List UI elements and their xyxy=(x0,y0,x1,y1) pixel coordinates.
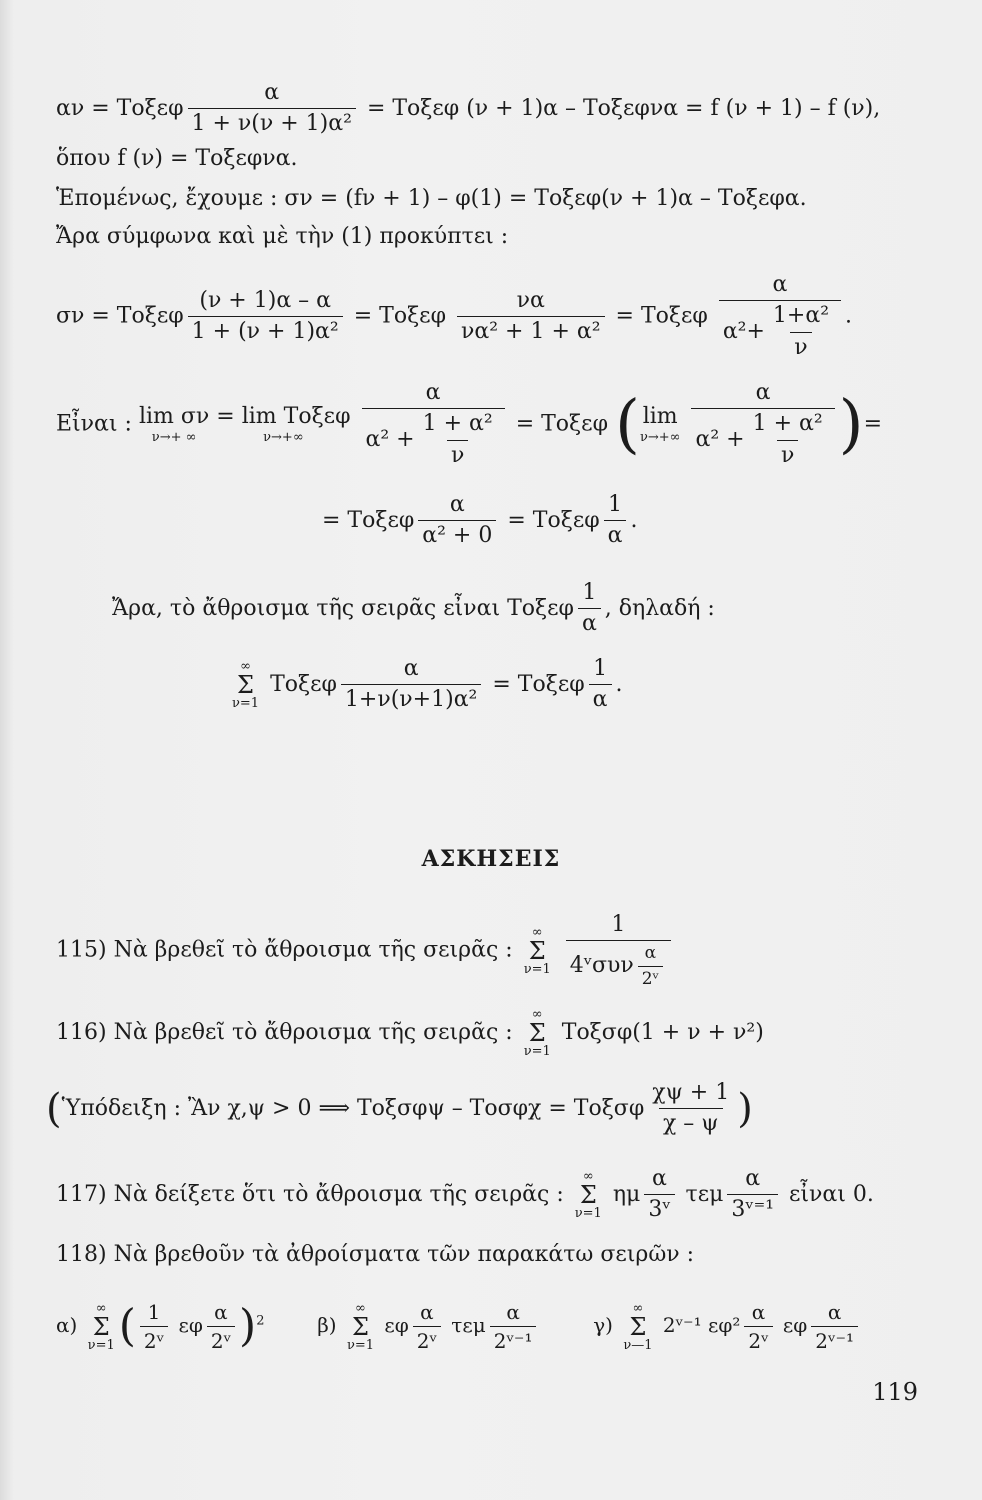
text-line: ὅπου f (ν) = Τοξεφνα. xyxy=(56,146,298,171)
exercise-118-parts: α) ∞ Σ ν=1 ( $\frac{1}{\text{2ᵛ}}$ εφ $\frac{\alpha}{\text{2ᵛ}}$ )$^2$ β) ∞ Σ ν=1 εφ $\frac{\alpha}{\text{2ᵛ}}$ τεμ $\frac{\alpha}{\text{2ᵛ⁻¹}}$ γ) ∞ Σ ν—1 2ᵛ⁻¹ εφ² $\frac{\alpha}{\text{2ᵛ}}$ εφ $\frac{\alpha}{\text{2ᵛ⁻¹}}$ xyxy=(56,1300,862,1353)
fraction: $\frac{\nu\alpha}{\text{να² + 1 + α²}}$ xyxy=(457,288,605,346)
sum-operator: ∞ Σ ν=1 xyxy=(574,1168,602,1221)
sum-operator: ∞ Σ ν=1 xyxy=(523,1007,551,1059)
formula-alpha-n xyxy=(56,80,880,138)
sum-operator: ∞ Σ ν=1 xyxy=(87,1300,115,1353)
page-number: 119 xyxy=(872,1378,918,1406)
exercise-116: 116) Νὰ βρεθεῖ τὸ ἄθροισμα τῆς σειρᾶς : ∞ Σ ν=1 Τοξσφ(1 + ν + ν²) xyxy=(56,1007,764,1059)
sum-operator: ∞ Σ ν=1 xyxy=(232,658,260,711)
exercise-118: 118) Νὰ βρεθοῦν τὰ ἀθροίσματα τῶν παρακάτω σειρῶν : xyxy=(56,1242,695,1267)
sum-operator: ∞ Σ ν=1 xyxy=(523,924,551,977)
formula-lhs: αν = Τοξεφ xyxy=(56,95,184,121)
fraction: $\frac{\alpha}{\text{1 + ν(ν + 1)α²}}$ xyxy=(188,80,356,138)
formula-limit-result: = Τοξεφ $\frac{\alpha}{\text{α² + 0}}$ = Τοξεφ $\frac{1}{\alpha}$ . xyxy=(322,492,638,549)
formula-rhs: = Τοξεφ (ν + 1)α – Τοξεφνα = f (ν + 1) – f (ν), xyxy=(366,95,881,121)
formula-sigma-n: σν = Τοξεφ $\frac{(\nu + 1)\alpha - \alpha}{\text{1 + (ν + 1)α²}}$ = Τοξεφ $\frac{\nu\alpha}{\text{να² + 1 + α²}}$ = Τοξεφ α α²+ $\frac{\text{1+α²}}{\nu}$ . xyxy=(56,272,853,360)
sum-operator: ∞ Σ ν—1 xyxy=(623,1300,653,1353)
fraction: $\frac{(\nu + 1)\alpha - \alpha}{\text{1 + (ν + 1)α²}}$ xyxy=(188,288,343,346)
conclusion-text: Ἄρα, τὸ ἄθροισμα τῆς σειρᾶς εἶναι Τοξεφ $\frac{1}{\alpha}$ , δηλαδή : xyxy=(112,580,715,637)
sum-operator: ∞ Σ ν=1 xyxy=(346,1300,375,1353)
nested-fraction: α α² + $\frac{\text{1 + α²}}{\nu}$ xyxy=(362,380,505,469)
hint: (Ὑπόδειξη : Ἂν χ,ψ > 0 ⟹ Τοξσφψ – Τοσφχ = Τοξσφ $\frac{\chi\psi + 1}{\chi - \psi}$ ) xyxy=(46,1080,753,1137)
formula-sum-result: ∞ Σ ν=1 Τοξεφ $\frac{\alpha}{\text{1+ν(ν+1)α²}}$ = Τοξεφ $\frac{1}{\alpha}$ . xyxy=(232,656,623,713)
exercise-115: 115) Νὰ βρεθεῖ τὸ ἄθροισμα τῆς σειρᾶς : ∞ Σ ν=1 1 4ᵛσυν $\frac{\alpha}{\text{2ᵛ}}$ xyxy=(56,912,675,989)
nested-fraction: α α²+ $\frac{\text{1+α²}}{\nu}$ xyxy=(719,272,841,361)
nested-fraction: α α² + $\frac{\text{1 + α²}}{\nu}$ xyxy=(691,380,834,469)
exercise-117: 117) Νὰ δείξετε ὅτι τὸ ἄθροισμα τῆς σειρᾶς : ∞ Σ ν=1 ημ $\frac{\alpha}{\text{3ᵛ}}$ τεμ $\frac{\alpha}{\text{3ᵛ⁼¹}}$ εἶναι 0. xyxy=(56,1166,874,1223)
formula-limit: Εἶναι : lim σν ν→+ ∞ = lim Τοξεφ ν→+∞ α α² + $\frac{\text{1 + α²}}{\nu}$ = Τοξεφ ( lim ν→+∞ α α² + $\frac{\text{1 + α²}}{\nu}$ )= xyxy=(56,380,883,468)
text-line: Ἑπομένως, ἔχουμε : σν = (fν + 1) – φ(1) = Τοξεφ(ν + 1)α – Τοξεφα. xyxy=(56,186,807,211)
text-line: Ἄρα σύμφωνα καὶ μὲ τὴν (1) προκύπτει : xyxy=(56,224,509,249)
section-title: ΑΣΚΗΣΕΙΣ xyxy=(421,846,561,872)
